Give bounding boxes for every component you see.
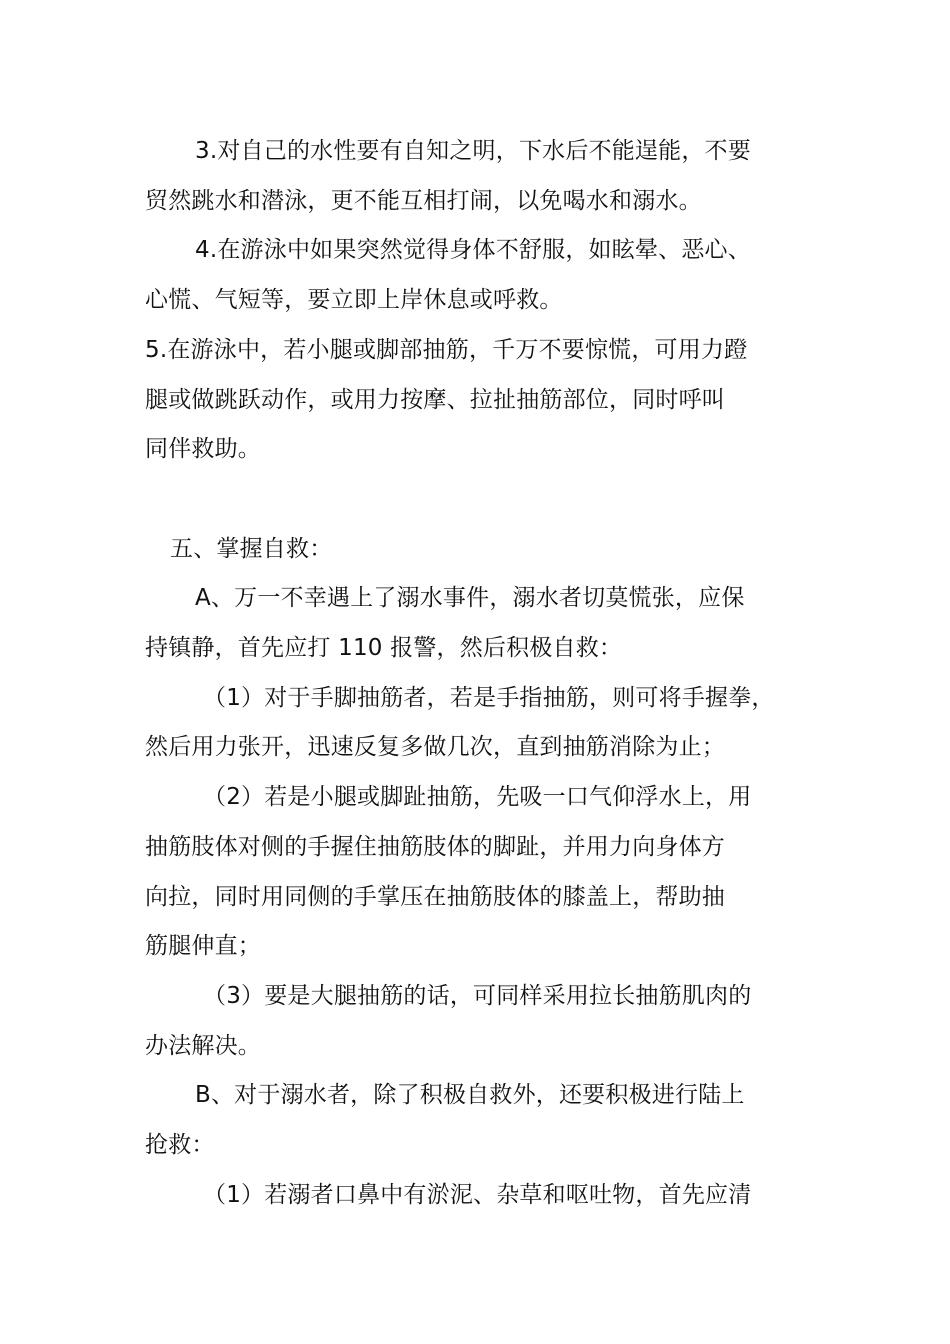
text-line: （1）对于手脚抽筋者，若是手指抽筋，则可将手握拳，	[203, 684, 775, 711]
text-line: 持镇静，首先应打 110 报警，然后积极自救：	[145, 635, 623, 662]
text-line: 抽筋肢体对侧的手握住抽筋肢体的脚趾，并用力向身体方	[145, 833, 725, 860]
text-line: 心慌、气短等，要立即上岸休息或呼救。	[145, 287, 563, 314]
text-line: 5.在游泳中，若小腿或脚部抽筋，千万不要惊慌，可用力蹬	[145, 336, 748, 363]
text-line: 腿或做跳跃动作，或用力按摩、拉扯抽筋部位，同时呼叫	[145, 386, 725, 413]
text-line: （1）若溺者口鼻中有淤泥、杂草和呕吐物，首先应清	[203, 1181, 752, 1208]
text-line: 办法解决。	[145, 1032, 261, 1059]
text-line: B、对于溺水者，除了积极自救外，还要积极进行陆上	[195, 1082, 745, 1109]
text-line: 向拉，同时用同侧的手掌压在抽筋肢体的膝盖上，帮助抽	[145, 883, 725, 910]
text-line: （3）要是大腿抽筋的话，可同样采用拉长抽筋肌肉的	[203, 982, 752, 1009]
text-line: 贸然跳水和潜泳，更不能互相打闹，以免喝水和溺水。	[145, 187, 702, 214]
text-line: 3.对自己的水性要有自知之明，下水后不能逞能，不要	[195, 138, 751, 164]
text-line: （2）若是小腿或脚趾抽筋，先吸一口气仰浮水上，用	[203, 784, 752, 811]
text-line: 抢救：	[145, 1132, 215, 1159]
text-line: 然后用力张开，迅速反复多做几次，直到抽筋消除为止；	[145, 734, 725, 761]
document-body	[145, 127, 835, 1220]
text-line: A、万一不幸遇上了溺水事件，溺水者切莫慌张，应保	[195, 585, 745, 612]
text-line: 同伴救助。	[145, 436, 261, 463]
section-heading: 五、掌握自救：	[170, 535, 333, 562]
text-line: 4.在游泳中如果突然觉得身体不舒服，如眩晕、恶心、	[195, 237, 751, 264]
blank-line	[145, 475, 835, 525]
text-line: 筋腿伸直；	[145, 933, 261, 960]
